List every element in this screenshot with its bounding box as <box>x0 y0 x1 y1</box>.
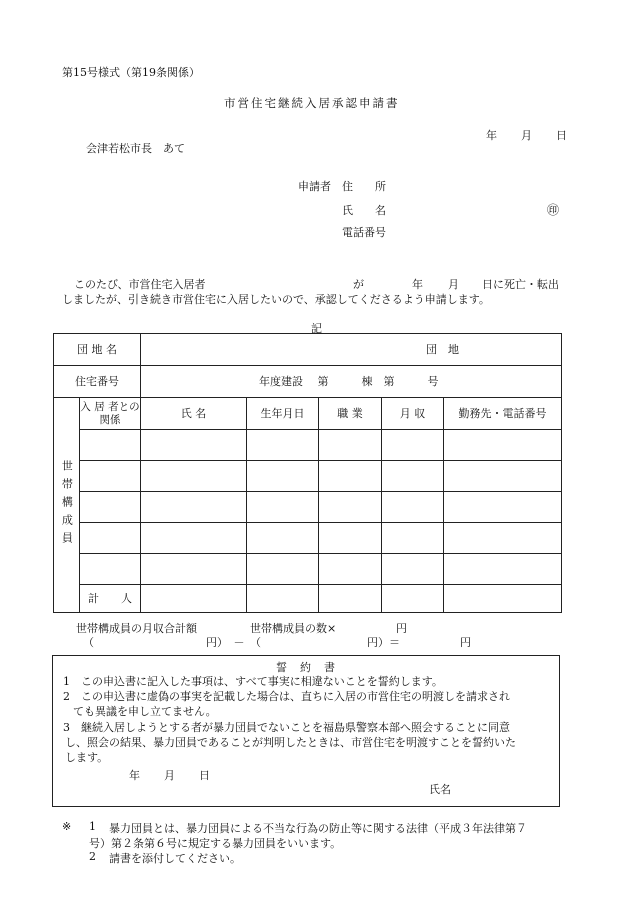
name-cell[interactable] <box>141 492 247 523</box>
birthdate-cell[interactable] <box>247 461 319 492</box>
applicant-label: 申請者 <box>298 180 331 193</box>
name-cell[interactable] <box>141 554 247 585</box>
workplace-cell[interactable] <box>444 492 562 523</box>
table-row <box>54 461 562 492</box>
header-name: 氏 名 <box>141 398 247 430</box>
member-count-label: 世帯構成員の数× <box>250 622 337 635</box>
yen-label: 円 <box>396 622 407 635</box>
relationship-cell[interactable] <box>80 492 141 523</box>
oath-item-3a: 3 継続入居しようとする者が暴力団員でないことを福島県警察本部へ照会することに同意 <box>63 721 510 734</box>
oath-title: 誓 約 書 <box>276 661 336 674</box>
body-line1-b: が <box>353 278 364 291</box>
oath-date-day: 日 <box>199 769 210 782</box>
total-cell[interactable] <box>247 585 319 613</box>
occupation-cell[interactable] <box>319 430 382 461</box>
total-cell[interactable] <box>382 585 444 613</box>
relationship-cell[interactable] <box>80 461 141 492</box>
note-1-line-b: 号）第２条第６号に規定する暴力団員をいいます。 <box>89 837 342 850</box>
workplace-cell[interactable] <box>444 430 562 461</box>
relationship-cell[interactable] <box>80 430 141 461</box>
oath-item-2a: 2 この申込書に虚偽の事実を記載した場合は、直ちに入居の市営住宅の明渡しを請求され <box>63 690 510 703</box>
birthdate-cell[interactable] <box>247 554 319 585</box>
table-row <box>54 523 562 554</box>
oath-item-1: 1 この申込書に記入した事項は、すべて事実に相違ないことを誓約します。 <box>63 675 443 688</box>
seal-mark: ㊞ <box>547 203 560 217</box>
income-cell[interactable] <box>382 492 444 523</box>
header-relationship: 入 居 者との関係 <box>80 398 141 430</box>
workplace-cell[interactable] <box>444 554 562 585</box>
note-2-text: 請書を添付してください。 <box>109 852 241 865</box>
date-month-label: 月 <box>521 129 532 142</box>
birthdate-cell[interactable] <box>247 430 319 461</box>
oath-date-year: 年 <box>129 769 140 782</box>
income-cell[interactable] <box>382 523 444 554</box>
occupation-cell[interactable] <box>319 492 382 523</box>
document-title: 市営住宅継続入居承認申請書 <box>224 96 400 110</box>
name-cell[interactable] <box>141 523 247 554</box>
oath-item-3b: し、照会の結果、暴力団員であることが判明したときは、市営住宅を明渡すことを誓約いた <box>65 736 516 749</box>
oath-date-month: 月 <box>164 769 175 782</box>
name-cell[interactable] <box>141 461 247 492</box>
phone-label: 電話番号 <box>342 226 386 239</box>
total-cell[interactable] <box>319 585 382 613</box>
header-birthdate: 生年月日 <box>247 398 319 430</box>
table-row <box>54 492 562 523</box>
addressee: 会津若松市長 あて <box>86 142 185 155</box>
header-monthly-income: 月 収 <box>382 398 444 430</box>
workplace-cell[interactable] <box>444 461 562 492</box>
form-number: 第15号様式（第19条関係） <box>62 66 200 79</box>
total-persons-label: 計 人 <box>80 585 141 613</box>
birthdate-cell[interactable] <box>247 523 319 554</box>
complex-name-label: 団 地 名 <box>54 334 141 366</box>
date-year-label: 年 <box>486 129 497 142</box>
header-occupation: 職 業 <box>319 398 382 430</box>
table-row <box>54 554 562 585</box>
occupation-cell[interactable] <box>319 523 382 554</box>
house-number-label: 住宅番号 <box>54 366 141 398</box>
note-mark: ※ <box>62 820 72 833</box>
body-line1-c: 年 <box>412 278 423 291</box>
calc-open-paren: （ <box>83 636 94 649</box>
occupation-cell[interactable] <box>319 554 382 585</box>
name-label: 氏 名 <box>342 204 386 217</box>
note-2-number: 2 <box>89 850 96 863</box>
table-row <box>54 430 562 461</box>
occupation-cell[interactable] <box>319 461 382 492</box>
header-workplace-phone: 勤務先・電話番号 <box>444 398 562 430</box>
household-members-label: 世帯構成員 <box>54 398 80 613</box>
note-1-line-a: 暴力団員とは、暴力団員による不当な行為の防止等に関する法律（平成３年法律第７ <box>109 822 527 835</box>
birthdate-cell[interactable] <box>247 492 319 523</box>
body-line1-a: このたび、市営住宅入居者 <box>74 278 206 291</box>
house-number-cell[interactable]: 年度建設 第 棟 第 号 <box>141 366 562 398</box>
ki-label: 記 <box>311 322 322 335</box>
income-cell[interactable] <box>382 430 444 461</box>
total-cell[interactable] <box>141 585 247 613</box>
oath-box <box>52 655 560 807</box>
body-line2: しましたが、引き続き市営住宅に入居したいので、承認してくださるよう申請します。 <box>62 293 490 306</box>
complex-name-cell[interactable]: 団 地 <box>141 334 562 366</box>
calc-equals: 円）＝ <box>367 636 400 649</box>
oath-item-3c: します。 <box>65 751 109 764</box>
relationship-cell[interactable] <box>80 554 141 585</box>
body-line1-e: 日に死亡・転出 <box>482 278 559 291</box>
household-table <box>53 333 562 613</box>
total-cell[interactable] <box>444 585 562 613</box>
oath-item-2b: ても異議を申し立てません。 <box>73 705 217 718</box>
note-1-number: 1 <box>89 820 96 833</box>
address-label: 住 所 <box>342 180 386 193</box>
name-cell[interactable] <box>141 430 247 461</box>
body-line1-d: 月 <box>448 278 459 291</box>
calc-minus: 円） － （ <box>206 636 261 649</box>
income-total-label: 世帯構成員の月収合計額 <box>76 622 197 635</box>
relationship-cell[interactable] <box>80 523 141 554</box>
oath-name-label: 氏名 <box>429 783 451 796</box>
income-cell[interactable] <box>382 461 444 492</box>
income-cell[interactable] <box>382 554 444 585</box>
date-day-label: 日 <box>556 129 567 142</box>
calc-result-yen: 円 <box>460 636 471 649</box>
workplace-cell[interactable] <box>444 523 562 554</box>
